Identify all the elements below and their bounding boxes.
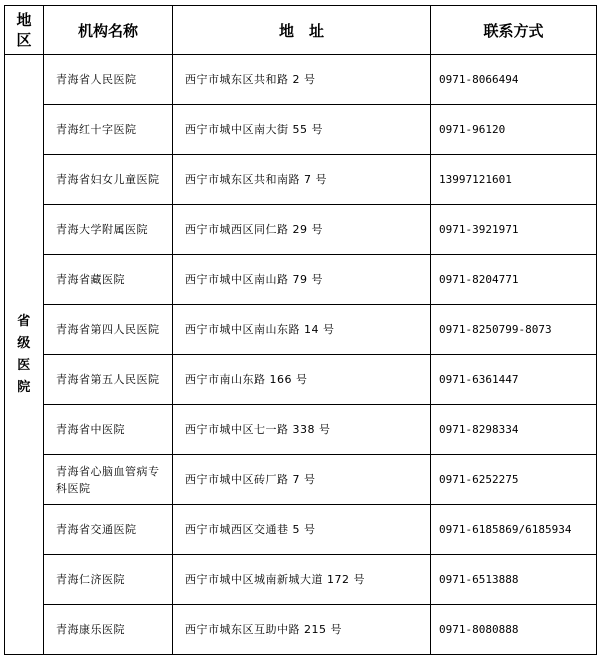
hospital-phone-cell: 0971-8204771 bbox=[431, 255, 597, 305]
region-header-line-2: 区 bbox=[16, 31, 32, 49]
hospital-address-cell: 西宁市城东区共和路 2 号 bbox=[173, 55, 431, 105]
hospital-address-cell: 西宁市城中区南山路 79 号 bbox=[173, 255, 431, 305]
contact-column-header: 联系方式 bbox=[431, 6, 597, 55]
address-column-header: 地 址 bbox=[173, 6, 431, 55]
hospital-address-cell: 西宁市城东区互助中路 215 号 bbox=[173, 605, 431, 655]
table-body bbox=[5, 55, 597, 655]
table-row bbox=[5, 105, 597, 155]
hospital-address-cell: 西宁市城中区南大街 55 号 bbox=[173, 105, 431, 155]
table-row bbox=[5, 555, 597, 605]
hospital-phone-cell: 0971-8080888 bbox=[431, 605, 597, 655]
hospital-name-cell: 青海省妇女儿童医院 bbox=[44, 155, 173, 205]
table-row bbox=[5, 605, 597, 655]
region-column-header bbox=[5, 6, 44, 55]
table-row bbox=[5, 405, 597, 455]
hospital-table bbox=[4, 5, 597, 655]
hospital-address-cell: 西宁市城西区交通巷 5 号 bbox=[173, 505, 431, 555]
hospital-phone-cell: 0971-6252275 bbox=[431, 455, 597, 505]
hospital-phone-cell: 0971-8298334 bbox=[431, 405, 597, 455]
table-row bbox=[5, 305, 597, 355]
region-cell bbox=[5, 55, 44, 655]
table-row bbox=[5, 355, 597, 405]
table-row bbox=[5, 155, 597, 205]
hospital-phone-cell: 0971-3921971 bbox=[431, 205, 597, 255]
hospital-address-cell: 西宁市城中区砖厂路 7 号 bbox=[173, 455, 431, 505]
hospital-phone-cell: 0971-6513888 bbox=[431, 555, 597, 605]
table-header-row bbox=[5, 6, 597, 55]
hospital-name-cell: 青海省中医院 bbox=[44, 405, 173, 455]
table-row bbox=[5, 505, 597, 555]
hospital-table-container bbox=[4, 5, 596, 655]
table-row bbox=[5, 455, 597, 505]
hospital-address-cell: 西宁市城中区七一路 338 号 bbox=[173, 405, 431, 455]
hospital-phone-cell: 0971-96120 bbox=[431, 105, 597, 155]
hospital-name-cell: 青海省交通医院 bbox=[44, 505, 173, 555]
hospital-name-cell: 青海仁济医院 bbox=[44, 555, 173, 605]
hospital-address-cell: 西宁市城西区同仁路 29 号 bbox=[173, 205, 431, 255]
hospital-name-cell: 青海大学附属医院 bbox=[44, 205, 173, 255]
hospital-phone-cell: 0971-6185869/6185934 bbox=[431, 505, 597, 555]
region-header-line-1: 地 bbox=[16, 11, 32, 29]
hospital-phone-cell: 0971-6361447 bbox=[431, 355, 597, 405]
hospital-address-cell: 西宁市城东区共和南路 7 号 bbox=[173, 155, 431, 205]
table-row bbox=[5, 205, 597, 255]
hospital-address-cell: 西宁市南山东路 166 号 bbox=[173, 355, 431, 405]
hospital-name-cell: 青海省心脑血管病专科医院 bbox=[44, 455, 173, 505]
hospital-name-cell: 青海红十字医院 bbox=[44, 105, 173, 155]
hospital-name-cell: 青海省藏医院 bbox=[44, 255, 173, 305]
region-label: 省级医院 bbox=[17, 313, 31, 395]
hospital-name-cell: 青海省第四人民医院 bbox=[44, 305, 173, 355]
name-column-header: 机构名称 bbox=[44, 6, 173, 55]
hospital-name-cell: 青海省人民医院 bbox=[44, 55, 173, 105]
hospital-phone-cell: 0971-8250799-8073 bbox=[431, 305, 597, 355]
table-row bbox=[5, 55, 597, 105]
hospital-phone-cell: 13997121601 bbox=[431, 155, 597, 205]
hospital-address-cell: 西宁市城中区南山东路 14 号 bbox=[173, 305, 431, 355]
hospital-address-cell: 西宁市城中区城南新城大道 172 号 bbox=[173, 555, 431, 605]
hospital-phone-cell: 0971-8066494 bbox=[431, 55, 597, 105]
table-row bbox=[5, 255, 597, 305]
hospital-name-cell: 青海康乐医院 bbox=[44, 605, 173, 655]
hospital-name-cell: 青海省第五人民医院 bbox=[44, 355, 173, 405]
